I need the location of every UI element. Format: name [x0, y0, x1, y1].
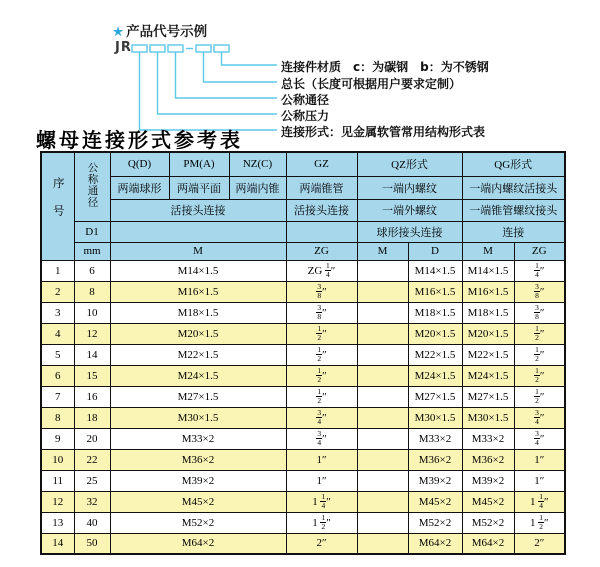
header-empty-cell [110, 221, 286, 242]
seq-cell: 3 [41, 302, 74, 323]
m-value-cell: M22×1.5 [110, 344, 286, 365]
header-nz-sub: 两端内锥 [229, 176, 286, 199]
qz-d-cell: M27×1.5 [408, 386, 462, 407]
gz-value-cell: 2″ [286, 533, 357, 554]
qg-m-cell: M22×1.5 [462, 344, 514, 365]
header-seq: 序号 [41, 152, 74, 260]
table-row [41, 428, 565, 449]
dn-cell: 50 [74, 533, 110, 554]
qg-zg-cell: $\frac{3}{4}$ ″ [514, 407, 565, 428]
header-gz-code: GZ [286, 152, 357, 176]
m-value-cell: M30×1.5 [110, 407, 286, 428]
qz-m-cell [357, 491, 408, 512]
m-value-cell: M36×2 [110, 449, 286, 470]
qg-m-cell: M16×1.5 [462, 281, 514, 302]
qg-zg-cell: $\frac{3}{8}$ ″ [514, 281, 565, 302]
qz-d-cell: M45×2 [408, 491, 462, 512]
m-value-cell: M33×2 [110, 428, 286, 449]
seq-cell: 9 [41, 428, 74, 449]
qg-zg-cell: $\frac{1}{2}$ ″ [514, 386, 565, 407]
table-row [41, 323, 565, 344]
qz-m-cell [357, 260, 408, 281]
qg-zg-cell: $\frac{3}{4}$ ″ [514, 428, 565, 449]
table-row [41, 302, 565, 323]
qz-m-cell [357, 386, 408, 407]
seq-cell: 4 [41, 323, 74, 344]
qg-zg-cell: 1 $\frac{1}{2}$ ″ [514, 512, 565, 533]
m-value-cell: M27×1.5 [110, 386, 286, 407]
qz-m-cell [357, 407, 408, 428]
header-qz-sub2: 一端外螺纹 [357, 199, 462, 221]
star-icon: ★ [112, 24, 125, 40]
code-slot-box [132, 45, 147, 52]
m-value-cell: M24×1.5 [110, 365, 286, 386]
table-row [41, 365, 565, 386]
header-empty-cell [286, 221, 357, 242]
dn-cell: 10 [74, 302, 110, 323]
seq-cell: 5 [41, 344, 74, 365]
gz-value-cell: $\frac{1}{2}$ ″ [286, 365, 357, 386]
header-q-sub: 两端球形 [110, 176, 169, 199]
m-value-cell: M16×1.5 [110, 281, 286, 302]
seq-cell: 2 [41, 281, 74, 302]
nut-connection-table [40, 151, 566, 555]
header-qg-sub: 一端内螺纹活接头 [462, 176, 565, 199]
qg-m-cell: M36×2 [462, 449, 514, 470]
qz-d-cell: M16×1.5 [408, 281, 462, 302]
qg-zg-cell: $\frac{1}{2}$ ″ [514, 323, 565, 344]
code-slot-box [196, 45, 211, 52]
gz-value-cell: $\frac{3}{8}$ ″ [286, 281, 357, 302]
m-value-cell: M64×2 [110, 533, 286, 554]
qg-zg-cell: $\frac{1}{2}$ ″ [514, 344, 565, 365]
table-row [41, 449, 565, 470]
qg-zg-cell: $\frac{1}{2}$ ″ [514, 365, 565, 386]
seq-cell: 7 [41, 386, 74, 407]
gz-value-cell: $\frac{3}{4}$ ″ [286, 428, 357, 449]
header-qz-title: QZ形式 [357, 152, 462, 176]
qg-zg-cell: 2″ [514, 533, 565, 554]
m-value-cell: M52×2 [110, 512, 286, 533]
qz-m-cell [357, 512, 408, 533]
code-label-pressure: 公称压力 [281, 109, 330, 123]
dn-cell: 22 [74, 449, 110, 470]
qg-m-cell: M14×1.5 [462, 260, 514, 281]
dn-cell: 16 [74, 386, 110, 407]
qg-zg-cell: 1 $\frac{1}{4}$ ″ [514, 491, 565, 512]
header-nz-code: NZ(C) [229, 152, 286, 176]
seq-cell: 13 [41, 512, 74, 533]
qz-d-cell: M36×2 [408, 449, 462, 470]
table-row [41, 344, 565, 365]
code-slot-box [214, 45, 229, 52]
code-label-diameter: 公称通径 [281, 93, 330, 107]
dn-cell: 8 [74, 281, 110, 302]
seq-cell: 10 [41, 449, 74, 470]
qz-m-cell [357, 323, 408, 344]
product-code-prefix: JR [115, 40, 132, 55]
gz-value-cell: $\frac{1}{2}$ ″ [286, 386, 357, 407]
qg-m-cell: M30×1.5 [462, 407, 514, 428]
qz-d-cell: M33×2 [408, 428, 462, 449]
header-gz-connection: 活接头连接 [286, 199, 357, 221]
header-pm-sub: 两端平面 [169, 176, 229, 199]
header-qz-m: M [357, 242, 408, 260]
header-zg-unit: ZG [286, 242, 357, 260]
gz-value-cell: 1 $\frac{1}{2}$ ″ [286, 512, 357, 533]
qz-d-cell: M30×1.5 [408, 407, 462, 428]
table-row [41, 491, 565, 512]
gz-value-cell: $\frac{3}{4}$ ″ [286, 407, 357, 428]
dn-cell: 25 [74, 470, 110, 491]
dn-cell: 32 [74, 491, 110, 512]
qg-zg-cell: $\frac{3}{8}$ ″ [514, 302, 565, 323]
header-qg-sub2: 一端锥管螺纹接头 [462, 199, 565, 221]
seq-cell: 12 [41, 491, 74, 512]
table-header [41, 152, 565, 260]
qz-m-cell [357, 302, 408, 323]
qg-m-cell: M27×1.5 [462, 386, 514, 407]
qg-zg-cell: 1″ [514, 470, 565, 491]
header-mm: mm [74, 242, 110, 260]
dn-cell: 15 [74, 365, 110, 386]
m-value-cell: M45×2 [110, 491, 286, 512]
code-slot-box [168, 45, 183, 52]
header-qg-zg: ZG [514, 242, 565, 260]
table-row [41, 281, 565, 302]
dn-cell: 20 [74, 428, 110, 449]
m-value-cell: M18×1.5 [110, 302, 286, 323]
qz-m-cell [357, 470, 408, 491]
header-qz-sub: 一端内螺纹 [357, 176, 462, 199]
qz-m-cell [357, 365, 408, 386]
qg-m-cell: M20×1.5 [462, 323, 514, 344]
table-row [41, 260, 565, 281]
seq-cell: 6 [41, 365, 74, 386]
gz-value-cell: ZG $\frac{1}{4}$ ″ [286, 260, 357, 281]
qz-d-cell: M64×2 [408, 533, 462, 554]
m-value-cell: M14×1.5 [110, 260, 286, 281]
seq-cell: 11 [41, 470, 74, 491]
qg-m-cell: M52×2 [462, 512, 514, 533]
diagram-title-text: 产品代号示例 [126, 24, 208, 40]
dn-cell: 14 [74, 344, 110, 365]
gz-value-cell: 1 $\frac{1}{4}$ ″ [286, 491, 357, 512]
gz-value-cell: 1″ [286, 470, 357, 491]
gz-value-cell: 1″ [286, 449, 357, 470]
qz-d-cell: M20×1.5 [408, 323, 462, 344]
code-slot-box [150, 45, 165, 52]
qg-m-cell: M24×1.5 [462, 365, 514, 386]
table-row [41, 386, 565, 407]
header-pm-code: PM(A) [169, 152, 229, 176]
table-row [41, 407, 565, 428]
header-gz-sub: 两端锥管 [286, 176, 357, 199]
qz-d-cell: M52×2 [408, 512, 462, 533]
seq-cell: 1 [41, 260, 74, 281]
dn-cell: 12 [74, 323, 110, 344]
code-label-connection: 连接形式：见金属软管常用结构形式表 [281, 125, 486, 139]
qz-m-cell [357, 533, 408, 554]
m-value-cell: M20×1.5 [110, 323, 286, 344]
table-body [41, 260, 565, 554]
qz-m-cell [357, 449, 408, 470]
qz-d-cell: M14×1.5 [408, 260, 462, 281]
header-union-connection: 活接头连接 [110, 199, 286, 221]
qz-m-cell [357, 281, 408, 302]
code-label-material: 连接件材质 c：为碳钢 b：为不锈钢 [281, 60, 489, 74]
dn-cell: 6 [74, 260, 110, 281]
qz-m-cell [357, 344, 408, 365]
table-row [41, 533, 565, 554]
leader-line [204, 52, 278, 82]
header-q-code: Q(D) [110, 152, 169, 176]
gz-value-cell: $\frac{1}{2}$ ″ [286, 344, 357, 365]
header-m-unit: M [110, 242, 286, 260]
dn-cell: 40 [74, 512, 110, 533]
seq-cell: 14 [41, 533, 74, 554]
qg-m-cell: M33×2 [462, 428, 514, 449]
leader-line [222, 52, 278, 65]
header-d1: D1 [74, 221, 110, 242]
qg-m-cell: M45×2 [462, 491, 514, 512]
header-qz-conn: 球形接头连接 [357, 221, 462, 242]
gz-value-cell: $\frac{3}{8}$ ″ [286, 302, 357, 323]
header-qz-d: D [408, 242, 462, 260]
qz-d-cell: M39×2 [408, 470, 462, 491]
qg-zg-cell: $\frac{1}{4}$ ″ [514, 260, 565, 281]
leader-line [176, 52, 278, 98]
qz-d-cell: M18×1.5 [408, 302, 462, 323]
gz-value-cell: $\frac{1}{2}$ ″ [286, 323, 357, 344]
header-qg-m: M [462, 242, 514, 260]
qg-m-cell: M64×2 [462, 533, 514, 554]
seq-cell: 8 [41, 407, 74, 428]
qg-zg-cell: 1″ [514, 449, 565, 470]
m-value-cell: M39×2 [110, 470, 286, 491]
dn-cell: 18 [74, 407, 110, 428]
header-qg-conn: 连接 [462, 221, 565, 242]
diagram-title [112, 20, 207, 40]
code-label-length: 总长（长度可根据用户要求定制） [281, 77, 462, 91]
table-title: 螺母连接形式参考表 [36, 128, 243, 152]
qz-m-cell [357, 428, 408, 449]
header-dn: 公称通径 [74, 152, 110, 221]
qz-d-cell: M24×1.5 [408, 365, 462, 386]
table-row [41, 470, 565, 491]
header-qg-title: QG形式 [462, 152, 565, 176]
qg-m-cell: M18×1.5 [462, 302, 514, 323]
table-row [41, 512, 565, 533]
qg-m-cell: M39×2 [462, 470, 514, 491]
leader-line [140, 52, 278, 130]
qz-d-cell: M22×1.5 [408, 344, 462, 365]
